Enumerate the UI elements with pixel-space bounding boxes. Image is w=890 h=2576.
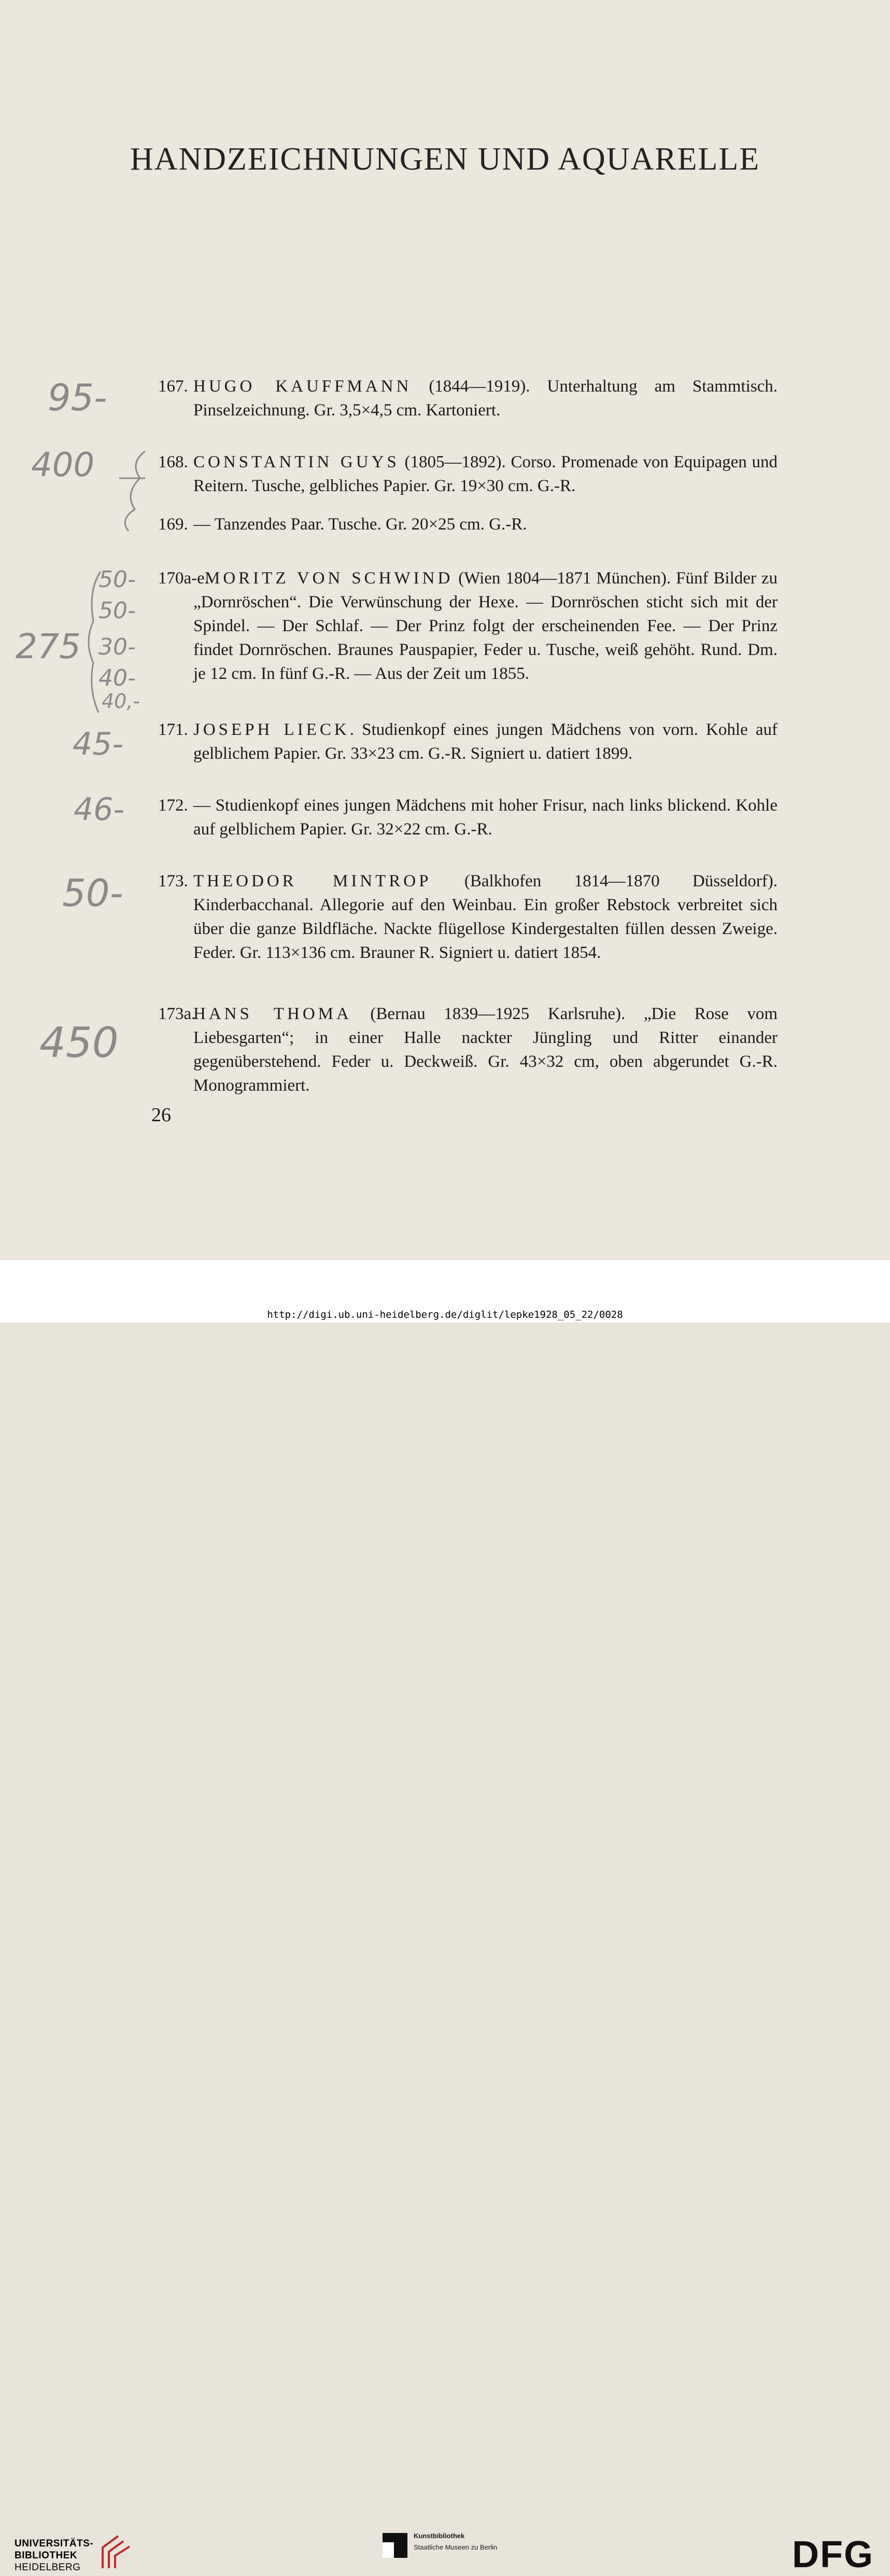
catalog-entry-171 xyxy=(158,718,778,765)
entry-description: . Studienkopf eines jungen Mädchens von vorn. Kohle auf gelblichem Papier. Gr. 33×23 cm. G.-R. Signiert u. datiert 1899. xyxy=(193,720,778,763)
catalog-entry-168 xyxy=(158,450,778,498)
artist-name: THEODOR MINTROP xyxy=(193,872,432,890)
ub-heidelberg-logo[interactable] xyxy=(15,2537,134,2574)
catalog-entry-169 xyxy=(158,512,778,536)
entry-description: — Tanzendes Paar. Tusche. Gr. 20×25 cm. G.-R. xyxy=(193,515,527,534)
entry-description: (Bernau 1839—1925 Karlsruhe). „Die Rose vom Liebesgarten“; in einer Halle nackter Jüngling und Ritter einander gegenüberstehend. Feder u. Deckweiß. Gr. 43×32 cm, oben abgerundet G.-R. Monogrammiert. xyxy=(193,1005,778,1095)
margin-note: 30- xyxy=(98,634,136,660)
ub-logo-line: UNIVERSITÄTS- xyxy=(15,2538,94,2549)
bracket-mark xyxy=(83,569,104,715)
kb-logo-line: Kunstbibliothek xyxy=(414,2532,465,2540)
margin-note: 50- xyxy=(98,597,136,624)
entry-number: 173. xyxy=(158,872,188,890)
entry-number: 173a. xyxy=(158,1005,196,1023)
entry-text xyxy=(193,374,778,422)
ub-logo-line: BIBLIOTHEK xyxy=(15,2550,78,2561)
kb-logo-line: Staatliche Museen zu Berlin xyxy=(414,2543,498,2551)
page-title: HANDZEICHNUNGEN UND AQUARELLE xyxy=(130,142,760,177)
entry-description: (Balkhofen 1814—1870 Düsseldorf). Kinderbacchanal. Allegorie auf den Weinbau. Ein großer Rebstock verbreitet sich über die ganze Bildfläche. Nackte flügellose Kindergestalten füllen dessen Zweige. Feder. Gr. 113×136 cm. Brauner R. Signiert u. datiert 1854. xyxy=(193,872,778,962)
catalog-entry-167 xyxy=(158,374,778,422)
page-number: 26 xyxy=(151,1104,171,1126)
margin-note: 46- xyxy=(74,791,124,828)
entry-text xyxy=(193,793,778,841)
entry-text xyxy=(193,718,778,765)
entry-description: — Studienkopf eines jungen Mädchens mit hoher Frisur, nach links blickend. Kohle auf gelblichem Papier. Gr. 32×22 cm. G.-R. xyxy=(193,796,778,839)
entry-text xyxy=(193,566,778,686)
margin-note: 95- xyxy=(48,377,107,419)
entry-number: 170a-e. xyxy=(158,569,209,588)
ub-logo-line: HEIDELBERG xyxy=(15,2562,81,2573)
margin-note: 50- xyxy=(98,566,136,593)
permalink-url[interactable]: http://digi.ub.uni-heidelberg.de/diglit/lepke1928_05_22/0028 xyxy=(267,1309,623,1320)
entry-description: (1805—1892). Corso. Promenade von Equipagen und Reitern. Tusche, gelbliches Papier. Gr. 19×30 cm. G.-R. xyxy=(193,453,778,495)
margin-note: 40,- xyxy=(102,690,140,713)
margin-note: 40- xyxy=(98,665,136,691)
entry-text xyxy=(193,450,778,498)
margin-note: 450 xyxy=(39,1019,119,1067)
entry-number: 171. xyxy=(158,720,188,739)
catalog-entry-173 xyxy=(158,869,778,965)
margin-note: 275 xyxy=(16,626,81,666)
margin-note: 50- xyxy=(62,871,123,915)
entry-text xyxy=(193,1002,778,1097)
catalog-entry-170a-e xyxy=(158,566,778,686)
entry-text xyxy=(193,512,778,536)
ub-emblem-icon xyxy=(97,2532,134,2573)
kunstbibliothek-emblem-icon xyxy=(383,2533,407,2558)
artist-name: HUGO KAUFFMANN xyxy=(193,377,412,396)
entry-number: 169. xyxy=(158,515,188,534)
entry-description: (1844—1919). Unterhaltung am Stammtisch. Pinselzeichnung. Gr. 3,5×4,5 cm. Kartoniert. xyxy=(193,377,778,420)
entry-text xyxy=(193,869,778,965)
artist-name: HANS THOMA xyxy=(193,1005,352,1023)
kunstbibliothek-logo[interactable] xyxy=(383,2530,517,2561)
entry-description: (Wien 1804—1871 München). Fünf Bilder zu „Dornröschen“. Die Verwünschung der Hexe. — Dornröschen sticht sich mit der Spindel. — Der Schlaf. — Der Prinz folgt der erscheinenden Fee. — Der Prinz findet Dornröschen. Braunes Pauspapier, Feder u. Tusche, weiß gehöht. Rund. Dm. je 12 cm. In fünf G.-R. — Aus der Zeit um 1855. xyxy=(193,569,778,683)
dfg-logo[interactable]: DFG xyxy=(792,2534,874,2575)
artist-name: MORITZ VON SCHWIND xyxy=(205,569,454,588)
document-page xyxy=(0,0,890,1260)
margin-note: 400 xyxy=(31,446,95,484)
bracket-mark xyxy=(109,447,156,535)
artist-name: CONSTANTIN GUYS xyxy=(193,453,400,471)
entry-number: 172. xyxy=(158,796,188,815)
catalog-entry-172 xyxy=(158,793,778,841)
catalog-entry-173a xyxy=(158,1002,778,1097)
margin-note: 45- xyxy=(73,726,123,762)
entry-number: 167. xyxy=(158,377,188,396)
artist-name: JOSEPH LIECK xyxy=(193,720,350,739)
entry-number: 168. xyxy=(158,453,188,471)
